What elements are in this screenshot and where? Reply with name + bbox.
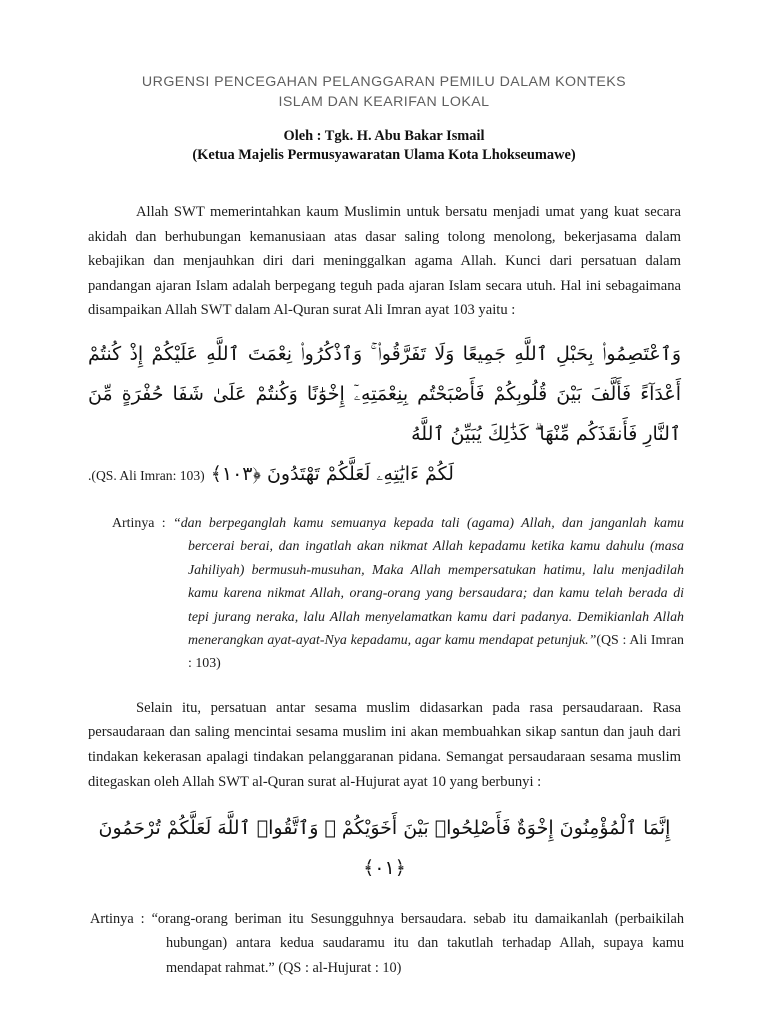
byline (88, 127, 680, 165)
translation-1-block (112, 512, 684, 676)
title-block (88, 72, 680, 165)
arabic-verse-2-text: إِنَّمَا ٱلْمُؤْمِنُونَ إِخْوَةٌ فَأَصْلِحُوا۟ بَيْنَ أَخَوَيْكُمْ ۚ وَٱتَّقُوا۟ ٱللَّهَ لَعَلَّكُمْ تُرْحَمُونَ ﴿١٠﴾ (98, 817, 671, 880)
paragraph-2: Selain itu, persatuan antar sesama muslim didasarkan pada rasa persaudaraan. Rasa persaudaraan dan saling mencintai sesama muslim ini akan membuahkan sikap santun dan jauh dari tindakan kekerasan apalagi tindakan pelanggaranan pidana. Semangat persaudaraan sesama muslim ditegaskan oleh Allah SWT al-Quran surat al-Hujurat ayat 10 yang berbunyi : (88, 699, 681, 790)
translation-1-quote: “dan berpeganglah kamu semuanya kepada tali (agama) Allah, dan janganlah kamu bercerai berai, dan ingatlah akan nikmat Allah kepadamu ketika kamu dahulu (masa Jahiliyah) bermusuh-musuhan, Maka Allah mempersatukan hatimu, lalu menjadilah kamu karena nikmat Allah, orang-orang yang bersaudara; dan kamu telah berada di tepi jurang neraka, lalu Allah menyelamatkan kamu dari padanya. Demikianlah Allah menerangkan ayat-ayat-Nya kepadamu, agar kamu mendapat petunjuk.” (172, 515, 684, 648)
paragraph-1: Allah SWT memerintahkan kaum Muslimin untuk bersatu menjadi umat yang kuat secara akidah dan berhubungan kemanusiaan atas dasar saling tolong menolong, bekerjasama dalam kebajikan dan menjauhkan diri dari meninggalkan agama Allah. Kunci dari persatuan dalam pandangan ajaran Islam adalah berpegang teguh pada ajaran Islam secara utuh. Hal ini sebagaimana disampaikan Allah SWT dalam Al-Quran surat Ali Imran ayat 103 yaitu : (88, 204, 681, 319)
body-column (88, 200, 684, 980)
translation-2-citation: (QS : al-Hujurat : 10) (274, 959, 402, 976)
translation-2-block (90, 907, 684, 980)
translation-1-label: Artinya : (112, 515, 173, 531)
byline-author: Oleh : Tgk. H. Abu Bakar Ismail (283, 128, 485, 144)
translation-2 (90, 907, 684, 980)
translation-2-quote: “orang-orang beriman itu Sesungguhnya bersaudara. sebab itu damaikanlah (perbaikilah hubungan) antara kedua saudaramu itu dan takutlah terhadap Allah, supaya kamu mendapat rahmat.” (151, 911, 684, 976)
verse-1-reference: (QS. Ali Imran: 103). (88, 467, 205, 483)
arabic-verse-1-tail: لَكُمْ ءَايَٰتِهِۦ لَعَلَّكُمْ تَهْتَدُونَ ﴿١٠٣﴾ (210, 462, 454, 485)
page-title (88, 72, 680, 112)
page-title-line-1: URGENSI PENCEGAHAN PELANGGARAN PEMILU DALAM KONTEKS (141, 74, 627, 90)
page-title-line-2: ISLAM DAN KEARIFAN LOKAL (278, 94, 490, 110)
arabic-verse-ali-imran-103 (88, 334, 681, 496)
arabic-verse-1-last-line (88, 454, 681, 496)
arabic-verse-1-text: وَٱعْتَصِمُوا۟ بِحَبْلِ ٱللَّهِ جَمِيعًا وَلَا تَفَرَّقُوا۟ ۚ وَٱذْكُرُوا۟ نِعْمَتَ ٱللَّهِ عَلَيْكُمْ إِذْ كُنتُمْ أَعْدَآءً فَأَلَّفَ بَيْنَ قُلُوبِكُمْ فَأَصْبَحْتُم بِنِعْمَتِهِۦٓ إِخْوَٰنًا وَكُنتُمْ عَلَىٰ شَفَا حُفْرَةٍ مِّنَ ٱلنَّارِ فَأَنقَذَكُم مِّنْهَا ۗ كَذَٰلِكَ يُبَيِّنُ ٱللَّهُ (88, 342, 681, 445)
arabic-verse-al-hujurat-10 (88, 808, 681, 888)
byline-affiliation: (Ketua Majelis Permusyawaratan Ulama Kota Lhokseumawe) (192, 147, 576, 163)
translation-1-citation: (QS : Ali Imran : 103) (188, 633, 684, 672)
translation-1 (112, 512, 684, 676)
translation-2-label: Artinya : (90, 911, 152, 928)
